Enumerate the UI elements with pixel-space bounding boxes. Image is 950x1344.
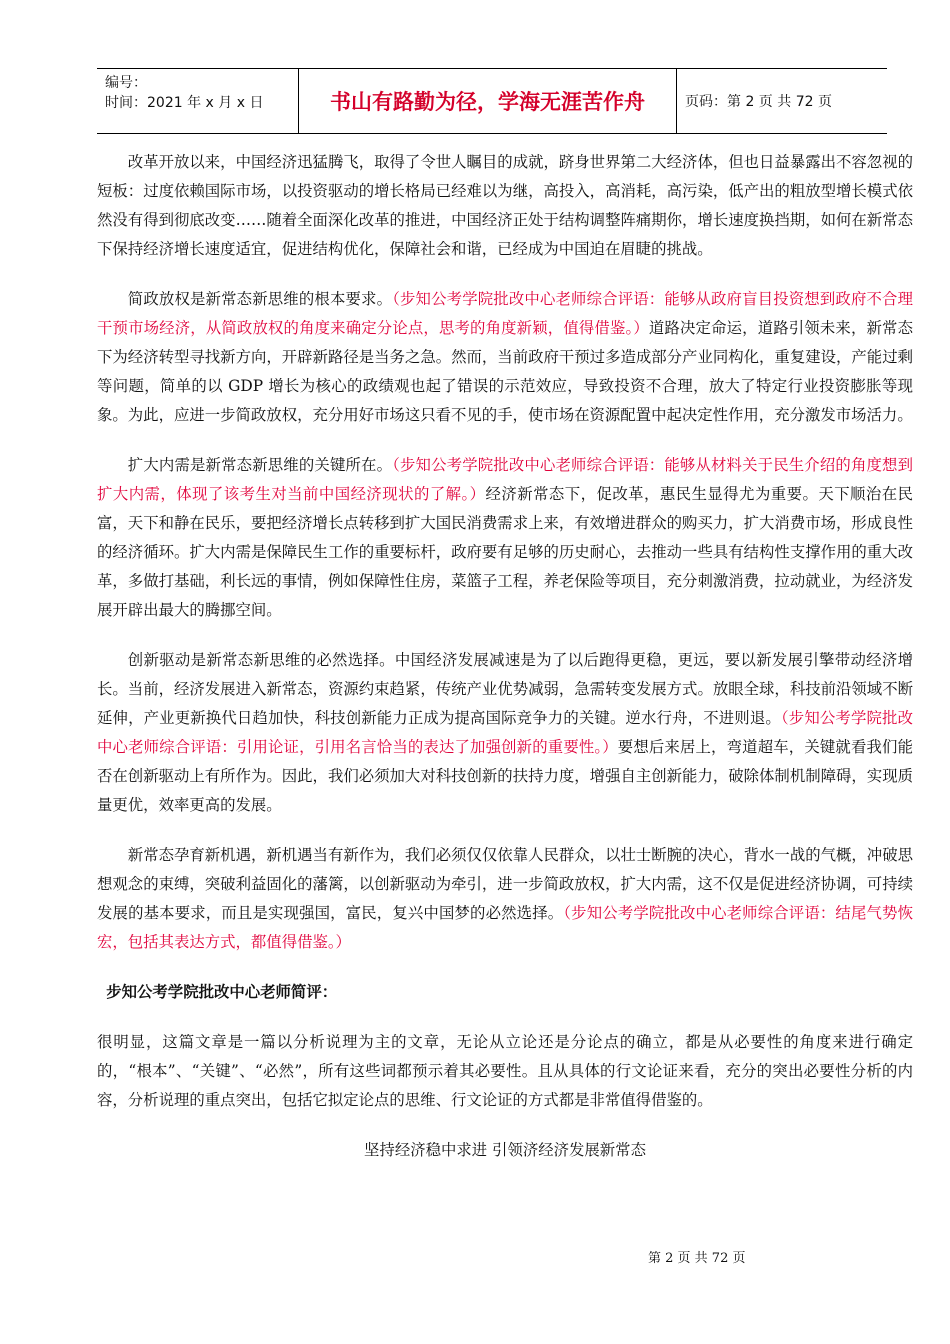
next-article-title: 坚持经济稳中求进 引领济经济发展新常态 [364, 1141, 646, 1159]
paragraph-innovation [97, 646, 913, 820]
paragraph-text: 新常态孕育新机遇，新机遇当有新作为，我们必须仅仅依靠人民群众，以壮士断腕的决心，背水一战的气概，冲破思想观念的束缚，突破利益固化的藩篱，以创新驱动为牵引，进一步简政放权，扩大内需，这不仅是促进经济协调，可持续发展的基本要求，而且是实现强国，富民，复兴中国梦的必然选择。 [97, 846, 913, 922]
paragraph-text: 简政放权是新常态新思维的根本要求。 [127, 290, 393, 308]
header-page-number: 页码：第 2 页 共 72 页 [685, 94, 832, 110]
paragraph-text: 创新驱动是新常态新思维的必然选择。中国经济发展减速是为了以后跑得更稳，更远，要以新发展引擎带动经济增长。当前，经济发展进入新常态，资源约束趋紧，传统产业优势减弱，急需转变发展方式。放眼全球，科技前沿领域不断延伸，产业更新换代日趋加快，科技创新能力正成为提高国际竞争力的关键。逆水行舟，不进则退。 [97, 651, 913, 727]
serial-label: 编号： [105, 75, 147, 91]
page-header [97, 68, 887, 134]
header-meta [105, 73, 295, 113]
paragraph-text: 经济新常态下，促改革，惠民生显得尤为重要。天下顺治在民富，天下和静在民乐，要把经济增长点转移到扩大国民消费需求上来，有效增进群众的购买力，扩大消费市场，形成良性的经济循环。扩大内需是保障民生工作的重要标杆，政府要有足够的历史耐心，去推动一些具有结构性支撑作用的重大改革，多做打基础，利长远的事情，例如保障性住房，菜篮子工程，养老保险等项目，充分刺激消费，拉动就业，为经济发展开辟出最大的腾挪空间。 [97, 485, 913, 619]
header-divider [676, 69, 677, 133]
review-heading: 步知公考学院批改中心老师简评： [106, 983, 338, 1001]
teacher-comment: （步知公考学院批改中心老师综合评语：能够从材料关于民生介绍的角度想到扩大内需，体现了该考生对当前中国经济现状的了解。） [97, 456, 913, 503]
header-motto: 书山有路勤为径，学海无涯苦作舟 [330, 90, 645, 114]
page-footer: 第 2 页 共 72 页 [648, 1251, 746, 1266]
paragraph-intro: 改革开放以来，中国经济迅猛腾飞，取得了令世人瞩目的成就，跻身世界第二大经济体，但也日益暴露出不容忽视的短板：过度依赖国际市场，以投资驱动的增长格局已经难以为继，高投入，高消耗，高污染，低产出的粗放型增长模式依然没有得到彻底改变……随着全面深化改革的推进，中国经济正处于结构调整阵痛期你，增长速度换挡期，如何在新常态下保持经济增长速度适宜，促进结构优化，保障社会和谐，已经成为中国迫在眉睫的挑战。 [97, 153, 913, 258]
time-label: 时间：2021 年 x 月 x 日 [105, 95, 264, 111]
paragraph-conclusion [97, 841, 913, 957]
paragraph-domestic-demand [97, 451, 913, 625]
teacher-comment: （步知公考学院批改中心老师综合评语：结尾气势恢宏，包括其表达方式，都值得借鉴。） [97, 904, 913, 951]
paragraph-simplify-administration [97, 285, 913, 430]
teacher-comment: （步知公考学院批改中心老师综合评语：引用论证，引用名言恰当的表达了加强创新的重要性。） [97, 709, 913, 756]
article-body [97, 148, 913, 1186]
teacher-comment: （步知公考学院批改中心老师综合评语：能够从政府盲目投资想到政府不合理干预市场经济，从简政放权的角度来确定分论点，思考的角度新颖，值得借鉴。） [97, 290, 913, 337]
paragraph-text: 要想后来居上，弯道超车，关键就看我们能否在创新驱动上有所作为。因此，我们必须加大对科技创新的扶持力度，增强自主创新能力，破除体制机制障碍，实现质量更优，效率更高的发展。 [97, 738, 913, 814]
paragraph-text: 道路决定命运，道路引领未来，新常态下为经济转型寻找新方向，开辟新路径是当务之急。然而，当前政府干预过多造成部分产业同构化，重复建设，产能过剩等问题，简单的以 GDP 增长为核心的政绩观也起了错误的示范效应，导致投资不合理，放大了特定行业投资膨胀等现象。为此，应进一步简政放权，充分用好市场这只看不见的手，使市场在资源配置中起决定性作用，充分激发市场活力。 [97, 319, 913, 424]
review-body: 很明显，这篇文章是一篇以分析说理为主的文章，无论从立论还是分论点的确立，都是从必要性的角度来进行确定的，“根本”、“关键”、“必然”，所有这些词都预示着其必要性。且从具体的行文论证来看，充分的突出必要性分析的内容，分析说理的重点突出，包括它拟定论点的思维、行文论证的方式都是非常值得借鉴的。 [97, 1033, 913, 1109]
paragraph-text: 扩大内需是新常态新思维的关键所在。 [127, 456, 393, 474]
